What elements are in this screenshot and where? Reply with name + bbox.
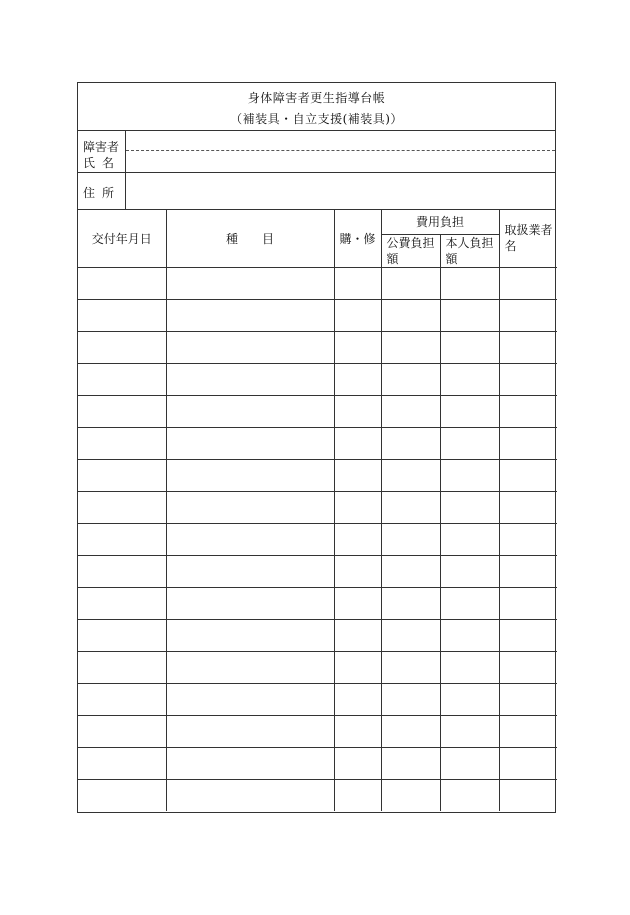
cell-self-cost[interactable] [440,267,499,299]
header-public-cost [381,234,440,267]
cell-vendor[interactable] [499,619,557,651]
cell-type[interactable] [166,619,334,651]
cell-self-cost[interactable] [440,427,499,459]
cell-date[interactable] [78,779,166,811]
cell-type[interactable] [166,523,334,555]
table-row [78,395,557,427]
cell-self-cost[interactable] [440,587,499,619]
cell-self-cost[interactable] [440,555,499,587]
cell-public-cost[interactable] [381,715,440,747]
cell-type[interactable] [166,363,334,395]
cell-self-cost[interactable] [440,299,499,331]
table-row [78,619,557,651]
cell-type[interactable] [166,491,334,523]
header-vendor-line1: 取扱業者 [504,223,553,238]
table-row [78,363,557,395]
cell-buy-repair[interactable] [334,683,381,715]
cell-self-cost[interactable] [440,331,499,363]
cell-self-cost[interactable] [440,747,499,779]
cell-buy-repair[interactable] [334,651,381,683]
cell-public-cost[interactable] [381,491,440,523]
cell-type[interactable] [166,587,334,619]
cell-buy-repair[interactable] [334,459,381,491]
cell-buy-repair[interactable] [334,427,381,459]
cell-buy-repair[interactable] [334,523,381,555]
table-row [78,555,557,587]
cell-public-cost[interactable] [381,427,440,459]
cell-buy-repair[interactable] [334,587,381,619]
cell-vendor[interactable] [499,299,557,331]
address-label-text: 住所 [83,186,122,200]
cell-buy-repair[interactable] [334,715,381,747]
address-row [78,173,555,210]
cell-type[interactable] [166,555,334,587]
cell-date[interactable] [78,683,166,715]
registry-form [77,82,556,813]
cell-type[interactable] [166,395,334,427]
table-row [78,459,557,491]
cell-vendor[interactable] [499,683,557,715]
cell-date[interactable] [78,395,166,427]
header-public-line1: 公費負担 [386,235,435,250]
cell-buy-repair[interactable] [334,779,381,811]
cell-type[interactable] [166,747,334,779]
cell-public-cost[interactable] [381,747,440,779]
cell-self-cost[interactable] [440,491,499,523]
cell-buy-repair[interactable] [334,555,381,587]
cell-date[interactable] [78,459,166,491]
cell-public-cost[interactable] [381,267,440,299]
cell-buy-repair[interactable] [334,619,381,651]
cell-public-cost[interactable] [381,523,440,555]
cell-self-cost[interactable] [440,683,499,715]
table-row [78,587,557,619]
cell-buy-repair[interactable] [334,491,381,523]
cell-buy-repair[interactable] [334,395,381,427]
cell-self-cost[interactable] [440,651,499,683]
cell-date[interactable] [78,747,166,779]
cell-buy-repair[interactable] [334,363,381,395]
name-row [78,131,555,173]
header-public-line2: 額 [386,251,399,266]
header-self-line2: 額 [445,251,458,266]
cell-date[interactable] [78,523,166,555]
cell-self-cost[interactable] [440,363,499,395]
cell-date[interactable] [78,267,166,299]
table-row [78,651,557,683]
header-self-cost [440,234,499,267]
cell-type[interactable] [166,779,334,811]
cell-vendor[interactable] [499,395,557,427]
title-block [78,83,555,131]
table-body [78,267,557,811]
cell-public-cost[interactable] [381,779,440,811]
form-title: 身体障害者更生指導台帳 [247,91,386,105]
cell-date[interactable] [78,651,166,683]
cell-date[interactable] [78,363,166,395]
furigana-divider [126,150,555,151]
header-self-line1: 本人負担 [445,235,494,250]
cell-public-cost[interactable] [381,299,440,331]
cell-type[interactable] [166,299,334,331]
cell-date[interactable] [78,555,166,587]
cell-self-cost[interactable] [440,715,499,747]
cell-vendor[interactable] [499,331,557,363]
table-row [78,427,557,459]
cell-vendor[interactable] [499,715,557,747]
cell-vendor[interactable] [499,459,557,491]
table-row [78,491,557,523]
cell-buy-repair[interactable] [334,299,381,331]
cell-self-cost[interactable] [440,459,499,491]
table-row [78,523,557,555]
table-row [78,747,557,779]
cell-buy-repair[interactable] [334,331,381,363]
cell-type[interactable] [166,331,334,363]
header-vendor [499,210,557,267]
cell-date[interactable] [78,715,166,747]
form-subtitle: （補装具・自立支援(補装具)） [230,112,403,126]
address-label [78,173,126,209]
cell-public-cost[interactable] [381,651,440,683]
header-vendor-line2: 名 [504,239,517,254]
cell-type[interactable] [166,715,334,747]
cell-self-cost[interactable] [440,619,499,651]
cell-type[interactable] [166,267,334,299]
cell-type[interactable] [166,427,334,459]
cell-public-cost[interactable] [381,587,440,619]
cell-public-cost[interactable] [381,395,440,427]
cell-date[interactable] [78,427,166,459]
cell-vendor[interactable] [499,587,557,619]
name-label-line1: 障害者 [83,140,120,154]
cell-vendor[interactable] [499,779,557,811]
cell-vendor[interactable] [499,267,557,299]
table-row [78,779,557,811]
cell-public-cost[interactable] [381,555,440,587]
name-label [78,131,126,172]
header-cost: 費用負担 [381,210,499,234]
cell-self-cost[interactable] [440,523,499,555]
cell-public-cost[interactable] [381,459,440,491]
cell-vendor[interactable] [499,555,557,587]
cell-vendor[interactable] [499,363,557,395]
cell-public-cost[interactable] [381,331,440,363]
cell-public-cost[interactable] [381,619,440,651]
records-table [78,210,557,811]
cell-date[interactable] [78,587,166,619]
cell-self-cost[interactable] [440,395,499,427]
header-date: 交付年月日 [78,210,166,267]
cell-type[interactable] [166,459,334,491]
cell-type[interactable] [166,683,334,715]
table-row [78,683,557,715]
header-buy-repair: 購・修 [334,210,381,267]
cell-vendor[interactable] [499,651,557,683]
cell-buy-repair[interactable] [334,267,381,299]
cell-vendor[interactable] [499,491,557,523]
cell-vendor[interactable] [499,523,557,555]
cell-vendor[interactable] [499,747,557,779]
table-row [78,715,557,747]
cell-date[interactable] [78,299,166,331]
cell-date[interactable] [78,491,166,523]
cell-date[interactable] [78,331,166,363]
table-row [78,267,557,299]
cell-self-cost[interactable] [440,779,499,811]
table-row [78,331,557,363]
table-row [78,299,557,331]
cell-type[interactable] [166,651,334,683]
cell-public-cost[interactable] [381,363,440,395]
name-label-line2: 氏名 [83,156,122,170]
cell-buy-repair[interactable] [334,747,381,779]
cell-date[interactable] [78,619,166,651]
cell-public-cost[interactable] [381,683,440,715]
header-type: 種 目 [166,210,334,267]
cell-vendor[interactable] [499,427,557,459]
